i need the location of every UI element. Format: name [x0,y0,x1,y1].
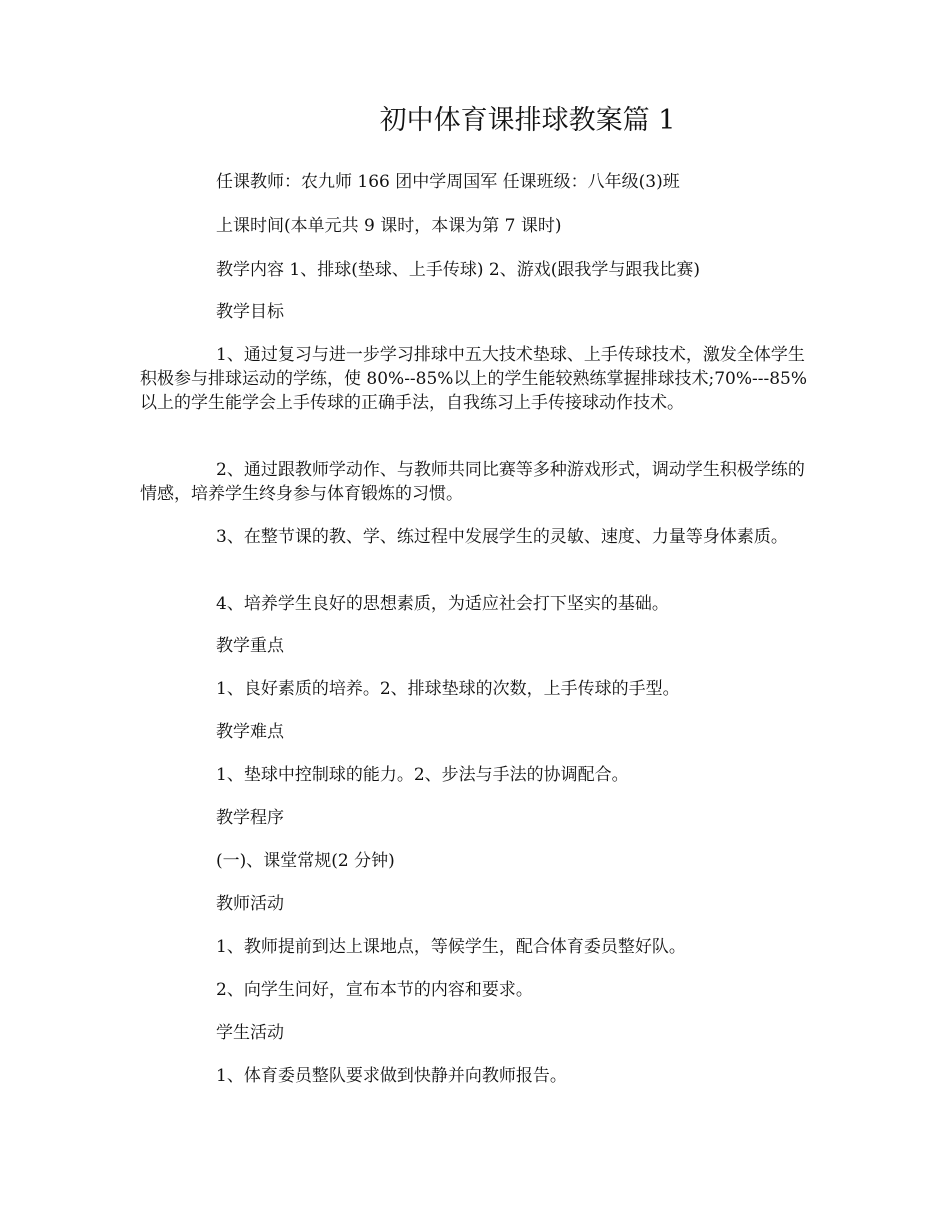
objective-item: 1、通过复习与进一步学习排球中五大技术垫球、上手传球技术，激发全体学生积极参与排球运动的学练，使 80%--85%以上的学生能较熟练掌握排球技术;70%---85%以上的学生能学会上手传球的正确手法，自我练习上手传接球动作技术。 [140,345,807,413]
teacher-activity-item: 2、向学生问好，宣布本节的内容和要求。 [216,980,533,1000]
procedure-heading: 教学程序 [216,808,284,828]
objective-item: 3、在整节课的教、学、练过程中发展学生的灵敏、速度、力量等身体素质。 [216,527,788,547]
student-activity-item: 1、体育委员整队要求做到快静并向教师报告。 [216,1066,567,1086]
objective-item: 2、通过跟教师学动作、与教师共同比赛等多种游戏形式，调动学生积极学练的情感，培养学生终身参与体育锻炼的习惯。 [140,460,805,504]
teacher-activity-heading: 教师活动 [216,894,284,914]
key-points-text: 1、良好素质的培养。2、排球垫球的次数，上手传球的手型。 [216,679,680,699]
difficulties-heading: 教学难点 [216,722,284,742]
procedure-section-title: (一)、课堂常规(2 分钟) [216,851,395,871]
teacher-class-line: 任课教师：农九师 166 团中学周国军 任课班级：八年级(3)班 [216,172,680,192]
teacher-activity-item: 1、教师提前到达上课地点，等候学生，配合体育委员整好队。 [216,937,686,957]
key-points-heading: 教学重点 [216,636,284,656]
student-activity-heading: 学生活动 [216,1023,284,1043]
objective-item: 4、培养学生良好的思想素质，为适应社会打下坚实的基础。 [216,594,669,614]
document-title: 初中体育课排球教案篇 1 [379,105,676,136]
objectives-heading: 教学目标 [216,302,284,322]
teaching-content-line: 教学内容 1、排球(垫球、上手传球) 2、游戏(跟我学与跟我比赛) [216,260,700,280]
difficulties-text: 1、垫球中控制球的能力。2、步法与手法的协调配合。 [216,765,629,785]
class-time-line: 上课时间(本单元共 9 课时，本课为第 7 课时) [216,216,562,236]
